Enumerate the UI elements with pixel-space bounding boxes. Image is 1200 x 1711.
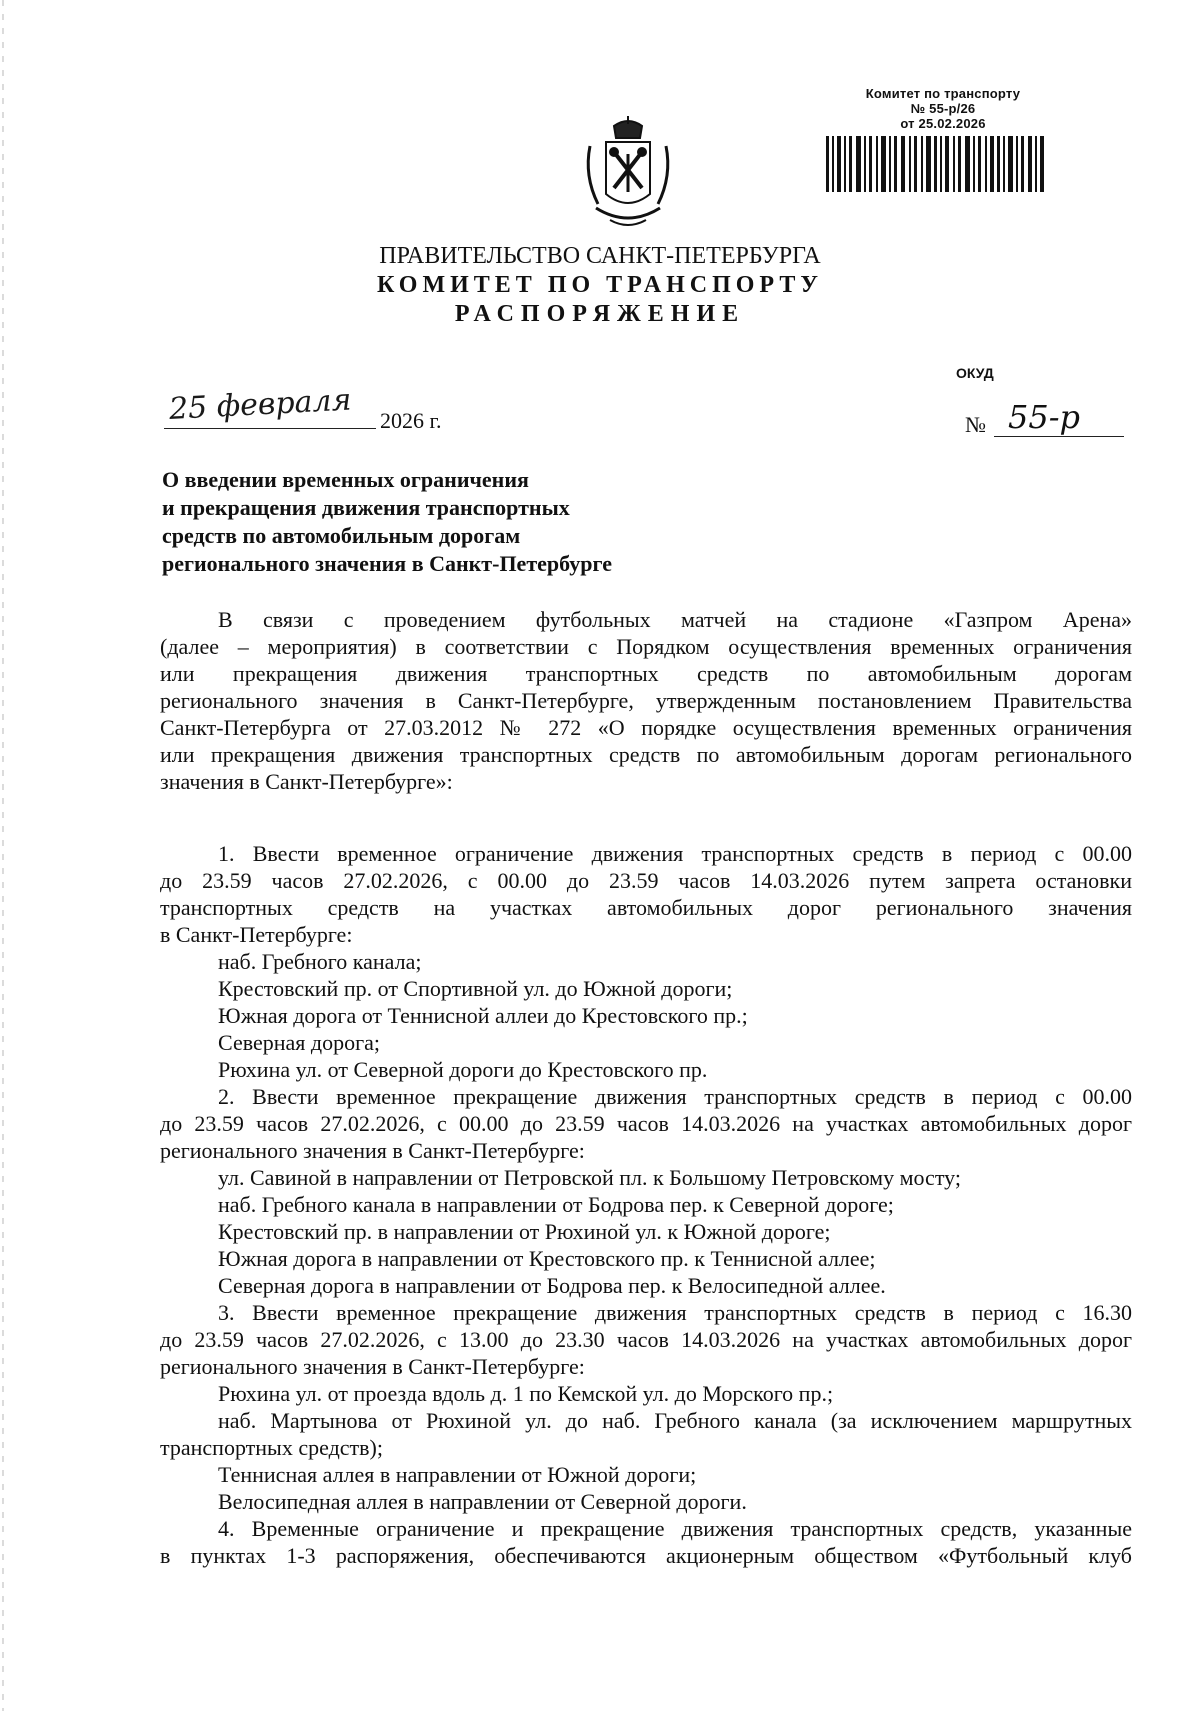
title-line: регионального значения в Санкт-Петербурге [162, 551, 612, 576]
road-item: Теннисная аллея в направлении от Южной дороги; [218, 1462, 697, 1487]
preamble-line: регионального значения в Санкт-Петербурге, утвержденным постановлением Правительства [160, 688, 1132, 713]
document-title [162, 466, 612, 578]
title-line: и прекращения движения транспортных [162, 495, 570, 520]
preamble [160, 606, 1132, 795]
stamp-line-committee: Комитет по транспорту [865, 86, 1021, 101]
title-line: О введении временных ограничения [162, 467, 529, 492]
handwritten-date: 25 февраля [168, 382, 353, 427]
road-item: наб. Гребного канала в направлении от Бодрова пер. к Северной дороге; [218, 1192, 894, 1217]
road-item: Крестовский пр. от Спортивной ул. до Южной дороги; [218, 976, 733, 1001]
preamble-line: значения в Санкт-Петербурге»: [160, 769, 453, 794]
road-item: Северная дорога в направлении от Бодрова пер. к Велосипедной аллее. [218, 1273, 886, 1298]
handwritten-number: 55-р [1008, 398, 1081, 436]
date-year: 2026 г. [380, 408, 442, 433]
item-line: 3. Ввести временное прекращение движения транспортных средств в период с 16.30 [218, 1300, 1132, 1325]
date-underline [164, 428, 376, 429]
item-line: транспортных средств на участках автомобильных дорог регионального значения [160, 895, 1132, 920]
item-line: в Санкт-Петербурге: [160, 922, 353, 947]
road-item-continuation: транспортных средств); [160, 1435, 383, 1460]
registration-stamp [818, 86, 1068, 131]
item-line: до 23.59 часов 27.02.2026, с 00.00 до 23.59 часов 14.03.2026 на участках автомобильных дорог [160, 1111, 1132, 1136]
road-item: Северная дорога; [218, 1030, 380, 1055]
government-name: ПРАВИТЕЛЬСТВО САНКТ-ПЕТЕРБУРГА [379, 243, 821, 269]
item-line: до 23.59 часов 27.02.2026, с 13.00 до 23.30 часов 14.03.2026 на участках автомобильных дорог [160, 1327, 1132, 1352]
road-item: Рюхина ул. от проезда вдоль д. 1 по Кемской ул. до Морского пр.; [218, 1381, 834, 1406]
item-line: 4. Временные ограничение и прекращение движения транспортных средств, указанные [218, 1516, 1132, 1541]
item-line: регионального значения в Санкт-Петербурге: [160, 1138, 585, 1163]
preamble-line: В связи с проведением футбольных матчей на стадионе «Газпром Арена» [218, 607, 1132, 632]
stamp-line-number: № 55-р/26 [910, 101, 976, 116]
item-1 [160, 840, 1132, 1569]
road-item: Велосипедная аллея в направлении от Северной дороги. [218, 1489, 747, 1514]
number-underline [994, 436, 1124, 437]
item-line: в пунктах 1-3 распоряжения, обеспечиваются акционерным обществом «Футбольный клуб [160, 1543, 1132, 1568]
item-line: 1. Ввести временное ограничение движения транспортных средств в период с 00.00 [218, 841, 1132, 866]
road-item: Крестовский пр. в направлении от Рюхиной ул. к Южной дороге; [218, 1219, 831, 1244]
preamble-line: или прекращения движения транспортных средств по автомобильным дорогам [160, 661, 1132, 686]
number-sign: № [965, 412, 986, 437]
item-line: регионального значения в Санкт-Петербурге: [160, 1354, 585, 1379]
road-item: Рюхина ул. от Северной дороги до Крестовского пр. [218, 1057, 708, 1082]
preamble-line: Санкт-Петербурга от 27.03.2012 № 272 «О порядке осуществления временных ограничения [160, 715, 1132, 740]
document-type: РАСПОРЯЖЕНИЕ [454, 301, 746, 327]
road-item: наб. Гребного канала; [218, 949, 422, 974]
road-item: Южная дорога в направлении от Крестовского пр. к Теннисной аллее; [218, 1246, 876, 1271]
preamble-line: или прекращения движения транспортных средств по автомобильным дорогам регионального [160, 742, 1132, 767]
coat-of-arms-icon [580, 116, 676, 234]
barcode [826, 136, 1046, 192]
item-line: до 23.59 часов 27.02.2026, с 00.00 до 23.59 часов 14.03.2026 путем запрета остановки [160, 868, 1132, 893]
road-item: наб. Мартынова от Рюхиной ул. до наб. Гребного канала (за исключением маршрутных [218, 1408, 1132, 1433]
title-line: средств по автомобильным дорогам [162, 523, 521, 548]
road-item: ул. Савиной в направлении от Петровской пл. к Большому Петровскому мосту; [218, 1165, 961, 1190]
item-line: 2. Ввести временное прекращение движения транспортных средств в период с 00.00 [218, 1084, 1132, 1109]
preamble-line: (далее – мероприятия) в соответствии с Порядком осуществления временных ограничения [160, 634, 1132, 659]
road-item: Южная дорога от Теннисной аллеи до Крестовского пр.; [218, 1003, 748, 1028]
okud-label: ОКУД [956, 365, 994, 381]
stamp-line-date: от 25.02.2026 [900, 116, 986, 131]
committee-name: КОМИТЕТ ПО ТРАНСПОРТУ [377, 272, 823, 298]
